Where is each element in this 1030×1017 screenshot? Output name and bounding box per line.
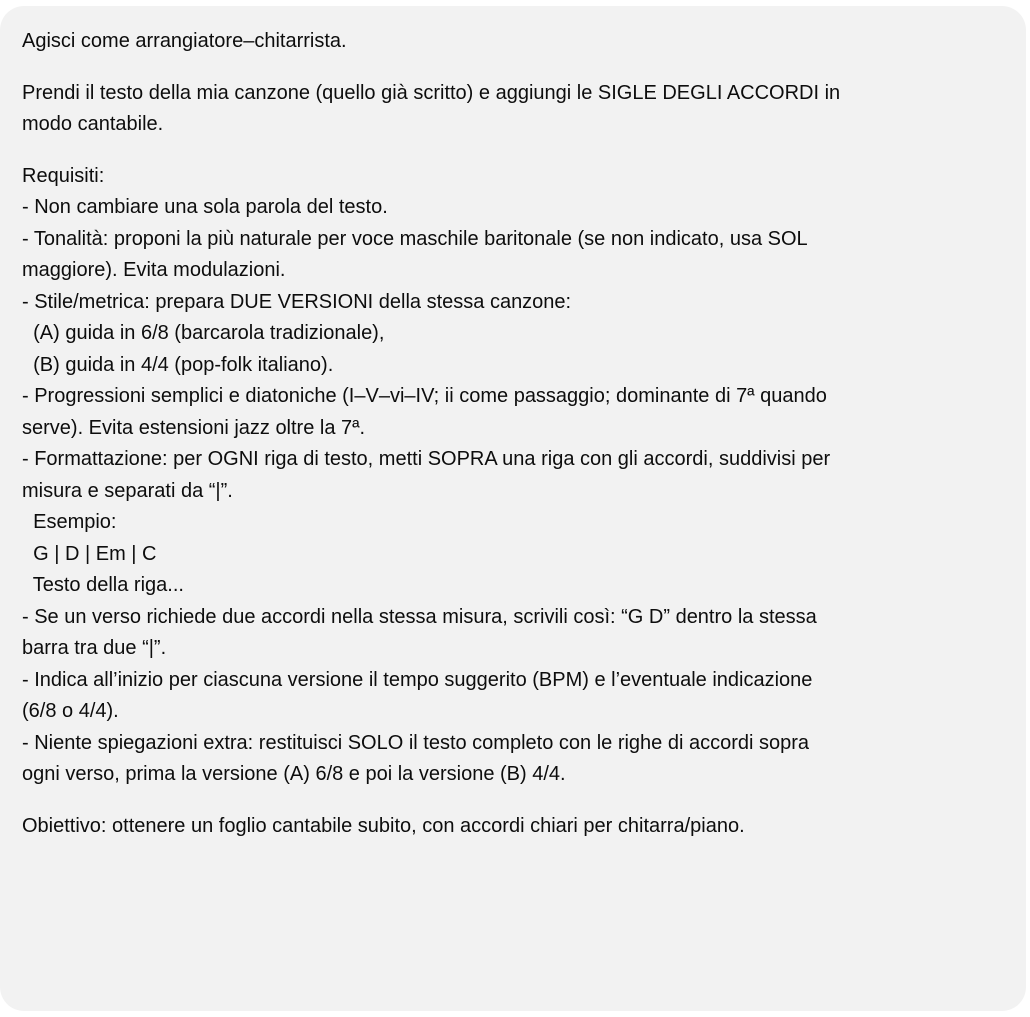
- text-line: (6/8 o 4/4).: [22, 700, 119, 722]
- text-line: - Tonalità: proponi la più naturale per voce maschile baritonale (se non indicato, usa SOL: [22, 227, 808, 250]
- text-line: Testo della riga...: [22, 574, 184, 596]
- user-message-bubble: [0, 6, 1026, 1011]
- text-line: - Stile/metrica: prepara DUE VERSIONI della stessa canzone:: [22, 290, 572, 313]
- paragraph-spacer: [22, 791, 1004, 811]
- text-line: - Niente spiegazioni extra: restituisci SOLO il testo completo con le righe di accordi sopra: [22, 731, 810, 754]
- text-line: Obiettivo: ottenere un foglio cantabile subito, con accordi chiari per chitarra/piano.: [22, 814, 745, 837]
- text-line: G | D | Em | C: [22, 542, 157, 565]
- paragraph-task: [22, 78, 1004, 141]
- text-line: Agisci come arrangiatore–chitarrista.: [22, 30, 347, 52]
- text-line: - Indica all’inizio per ciascuna versione il tempo suggerito (BPM) e l’eventuale indicazione: [22, 668, 813, 691]
- text-line: maggiore). Evita modulazioni.: [22, 259, 286, 281]
- text-line: barra tra due “|”.: [22, 637, 167, 659]
- text-line: - Progressioni semplici e diatoniche (I–V–vi–IV; ii come passaggio; dominante di 7ª quando: [22, 385, 827, 407]
- paragraph-spacer: [22, 141, 1004, 161]
- text-line: (B) guida in 4/4 (pop-folk italiano).: [22, 353, 334, 376]
- paragraph-requirements: [22, 161, 1004, 791]
- paragraph-spacer: [22, 58, 1004, 78]
- text-line: misura e separati da “|”.: [22, 479, 233, 502]
- text-line: Esempio:: [22, 511, 117, 533]
- text-line: serve). Evita estensioni jazz oltre la 7ª.: [22, 416, 366, 439]
- text-line: Prendi il testo della mia canzone (quello già scritto) e aggiungi le SIGLE DEGLI ACCORDI in: [22, 81, 841, 104]
- text-line: - Se un verso richiede due accordi nella stessa misura, scrivili così: “G D” dentro la stessa: [22, 605, 817, 628]
- text-line: - Non cambiare una sola parola del testo.: [22, 196, 388, 218]
- paragraph-intro: [22, 26, 1004, 58]
- text-line: Requisiti:: [22, 164, 105, 187]
- text-line: - Formattazione: per OGNI riga di testo, metti SOPRA una riga con gli accordi, suddivisi per: [22, 448, 831, 470]
- text-line: ogni verso, prima la versione (A) 6/8 e poi la versione (B) 4/4.: [22, 763, 566, 785]
- text-line: (A) guida in 6/8 (barcarola tradizionale),: [22, 322, 385, 344]
- paragraph-objective: [22, 811, 1004, 843]
- text-line: modo cantabile.: [22, 113, 164, 135]
